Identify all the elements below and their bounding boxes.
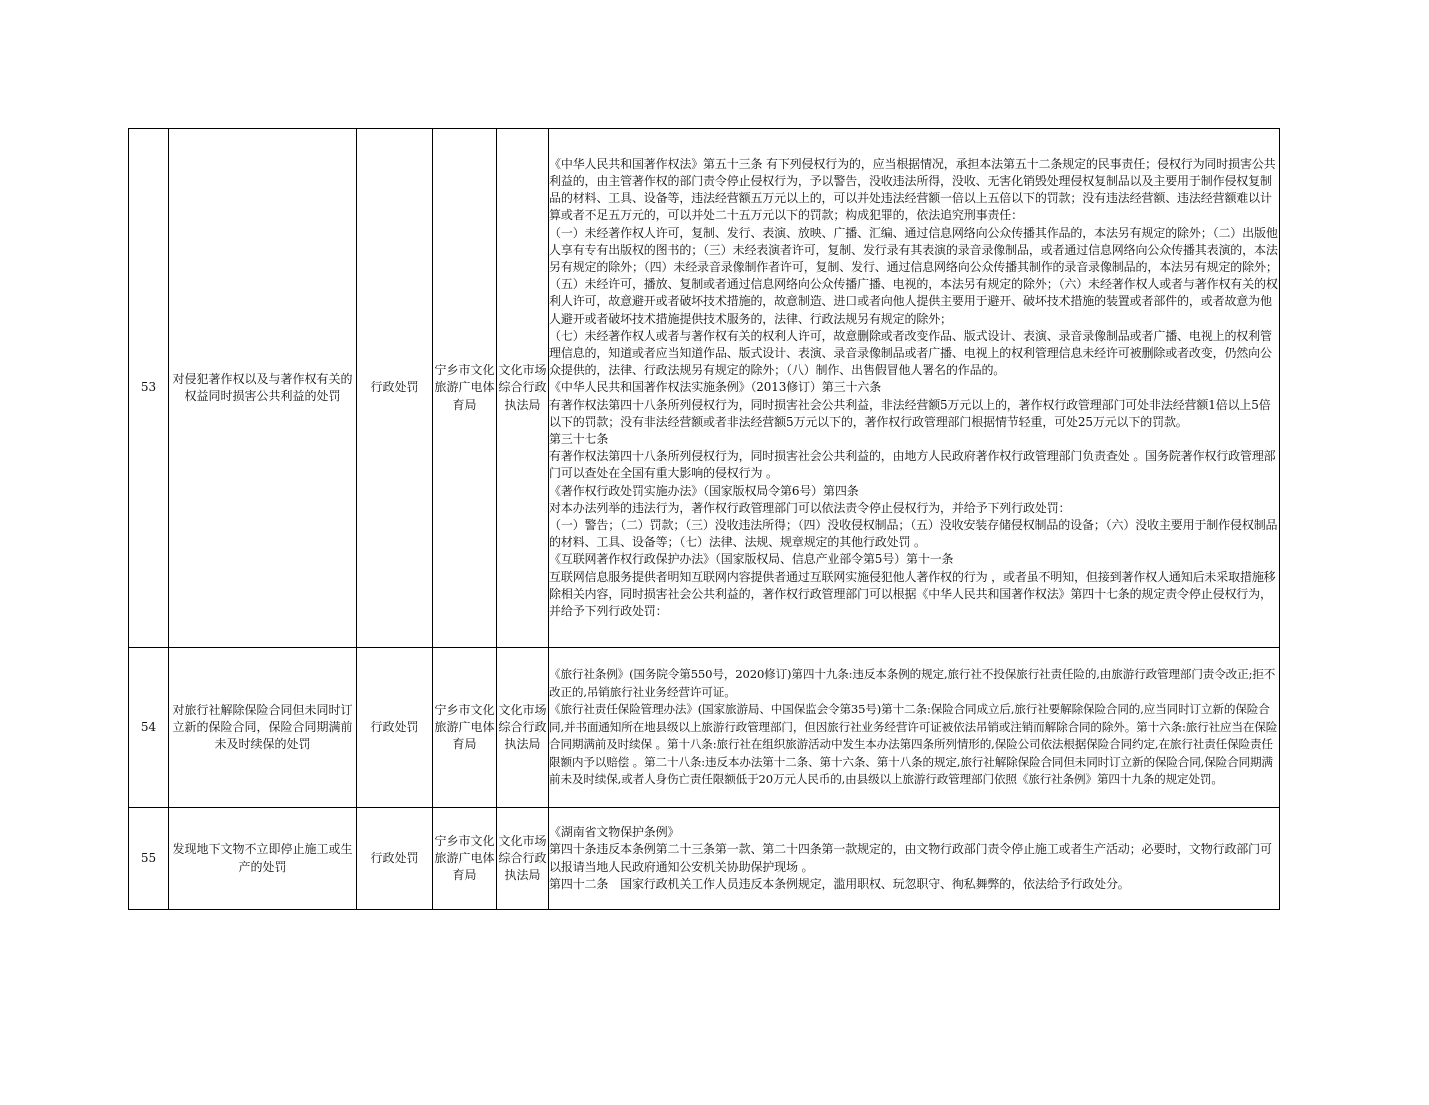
basis-paragraph: 《中华人民共和国著作权法实施条例》（2013修订）第三十六条 [549, 380, 882, 395]
responsible-department: 宁乡市文化旅游广电体育局 [433, 648, 497, 808]
item-kind: 行政处罚 [357, 129, 433, 648]
basis-paragraph: 《旅行社条例》(国务院令第550号，2020修订)第四十九条:违反本条例的规定,旅行社不投保旅行社责任险的,由旅游行政管理部门责令改正;拒不改正的,吊销旅行社业务经营许可证。 [549, 666, 1276, 699]
table-row [129, 648, 1280, 808]
enforcement-agency: 文化市场综合行政执法局 [497, 808, 549, 910]
basis-paragraph: 第四十二条 国家行政机关工作人员违反本条例规定，滥用职权、玩忽职守、徇私舞弊的，依法给予行政处分。 [549, 876, 1130, 891]
basis-paragraph: （一）未经著作权人许可，复制、发行、表演、放映、广播、汇编、通过信息网络向公众传播其作品的，本法另有规定的除外；（二）出版他人享有专有出版权的图书的；（三）未经表演者许可，复制、发行录有其表演的录音录像制品，或者通过信息网络向公众传播其表演的，本法另有规定的除外；（四）未经录音录像制作者许可，复制、发行、通过信息网络向公众传播其制作的录音录像制品的，本法另有规定的除外；（五）未经许可，播放、复制或者通过信息网络向公众传播广播、电视的，本法另有规定的除外；（六）未经著作权人或者与著作权有关的权利人许可，故意避开或者破坏技术措施的，故意制造、进口或者向他人提供主要用于避开、破坏技术措施的装置或者部件的，或者故意为他人避开或者破坏技术措施提供技术服务的，法律、行政法规另有规定的除外； [549, 225, 1278, 326]
basis-paragraph: （七）未经著作权人或者与著作权有关的权利人许可，故意删除或者改变作品、版式设计、表演、录音录像制品或者广播、电视上的权利管理信息的，知道或者应当知道作品、版式设计、表演、录音录像制品或者广播、电视上的权利管理信息未经许可被删除或者改变，仍然向公众提供的，法律、行政法规另有规定的除外；（八）制作、出售假冒他人署名的作品的。 [549, 328, 1272, 378]
table-row [129, 129, 1280, 648]
enforcement-agency: 文化市场综合行政执法局 [497, 648, 549, 808]
basis-paragraph: 有著作权法第四十八条所列侵权行为，同时损害社会公共利益，非法经营额5万元以上的，著作权行政管理部门可处非法经营额1倍以上5倍以下的罚款；没有非法经营额或者非法经营额5万元以下的，著作权行政管理部门根据情节轻重，可处25万元以下的罚款。 [549, 397, 1271, 429]
item-name: 对旅行社解除保险合同但未同时订立新的保险合同，保险合同期满前未及时续保的处罚 [169, 648, 357, 808]
legal-basis [549, 648, 1280, 808]
basis-paragraph: 《互联网著作权行政保护办法》（国家版权局、信息产业部令第5号）第十一条 [549, 552, 954, 567]
item-name: 发现地下文物不立即停止施工或生产的处罚 [169, 808, 357, 910]
item-kind: 行政处罚 [357, 808, 433, 910]
row-number: 55 [129, 808, 169, 910]
legal-basis [549, 808, 1280, 910]
enforcement-agency: 文化市场综合行政执法局 [497, 129, 549, 648]
basis-paragraph: 《中华人民共和国著作权法》第五十三条 有下列侵权行为的，应当根据情况，承担本法第五十二条规定的民事责任；侵权行为同时损害公共利益的，由主管著作权的部门责令停止侵权行为，予以警告，没收违法所得，没收、无害化销毁处理侵权复制品以及主要用于制作侵权复制品的材料、工具、设备等，违法经营额五万元以上的，可以并处违法经营额一倍以上五倍以下的罚款；没有违法经营额、违法经营额难以计算或者不足五万元的，可以并处二十五万元以下的罚款；构成犯罪的，依法追究刑事责任： [549, 156, 1276, 223]
penalty-table [128, 128, 1280, 910]
table-row [129, 808, 1280, 910]
basis-paragraph: 《旅行社责任保险管理办法》(国家旅游局、中国保监会令第35号)第十二条:保险合同成立后,旅行社要解除保险合同的,应当同时订立新的保险合同,并书面通知所在地县级以上旅游行政管理部门，但因旅行社业务经营许可证被依法吊销或注销而解除合同的除外。第十六条:旅行社应当在保险合同期满前及时续保 。第十八条:旅行社在组织旅游活动中发生本办法第四条所列情形的,保险公司依法根据保险合同约定,在旅行社责任保险责任限额内予以赔偿 。第二十八条:违反本办法第十二条、第十六条、第十八条的规定,旅行社解除保险合同但未同时订立新的保险合同,保险合同期满前未及时续保,或者人身伤亡责任限额低于20万元人民币的,由县级以上旅游行政管理部门依照《旅行社条例》第四十九条的规定处罚。 [549, 702, 1278, 787]
responsible-department: 宁乡市文化旅游广电体育局 [433, 808, 497, 910]
row-number: 54 [129, 648, 169, 808]
row-number: 53 [129, 129, 169, 648]
basis-paragraph: （一）警告；（二）罚款；（三）没收违法所得；（四）没收侵权制品；（五）没收安装存储侵权制品的设备；（六）没收主要用于制作侵权制品的材料、工具、设备等；（七）法律、法规、规章规定的其他行政处罚 。 [549, 518, 1278, 550]
basis-paragraph: 《著作权行政处罚实施办法》（国家版权局令第6号）第四条 [549, 483, 859, 498]
basis-paragraph: 第三十七条 [549, 432, 609, 446]
item-kind: 行政处罚 [357, 648, 433, 808]
basis-paragraph: 互联网信息服务提供者明知互联网内容提供者通过互联网实施侵犯他人著作权的行为 ，或者虽不明知，但接到著作权人通知后未采取措施移除相关内容，同时损害社会公共利益的，著作权行政管理部门可以根据《中华人民共和国著作权法》第四十七条的规定责令停止侵权行为，并给予下列行政处罚： [549, 569, 1276, 619]
basis-paragraph: 第四十条违反本条例第二十三条第一款、第二十四条第一款规定的，由文物行政部门责令停止施工或者生产活动；必要时，文物行政部门可以报请当地人民政府通知公安机关协助保护现场 。 [549, 842, 1272, 874]
basis-paragraph: 有著作权法第四十八条所列侵权行为，同时损害社会公共利益的，由地方人民政府著作权行政管理部门负责查处 。国务院著作权行政管理部门可以查处在全国有重大影响的侵权行为 。 [549, 449, 1276, 481]
basis-paragraph: 《湖南省文物保护条例》 [549, 825, 680, 840]
responsible-department: 宁乡市文化旅游广电体育局 [433, 129, 497, 648]
basis-paragraph: 对本办法列举的违法行为，著作权行政管理部门可以依法责令停止侵权行为，并给予下列行政处罚： [549, 500, 1071, 515]
item-name: 对侵犯著作权以及与著作权有关的权益同时损害公共利益的处罚 [169, 129, 357, 648]
legal-basis [549, 129, 1280, 648]
